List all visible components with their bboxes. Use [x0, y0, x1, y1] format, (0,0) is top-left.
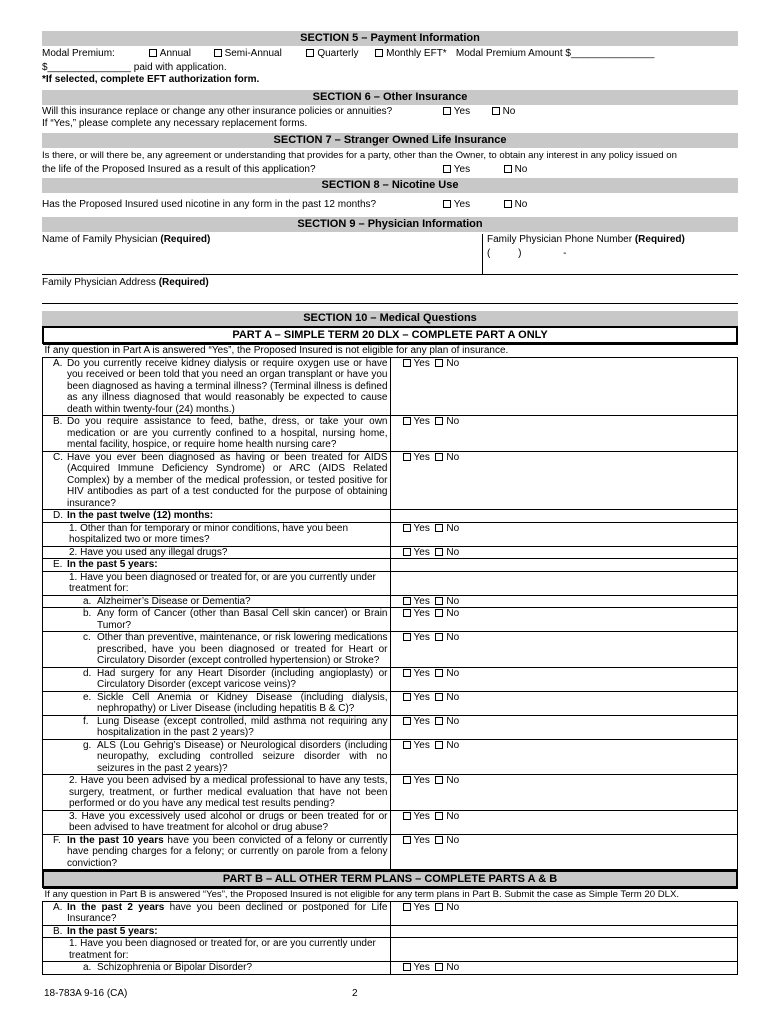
- question-e1-text: 1. Have you been diagnosed or treated for, or are you currently under treatment for:: [69, 571, 376, 594]
- question-cell: f. Lung Disease (except controlled, mild asthma not requiring any hospitalization in the past 2 years)?: [43, 715, 391, 739]
- question-cell: [43, 522, 391, 546]
- physician-address-field[interactable]: [42, 275, 738, 304]
- eft-note: *If selected, complete EFT authorization form.: [42, 74, 260, 85]
- question-c-text: Have you ever been diagnosed as having or been treated for AIDS (Acquired Immune Deficiency Syndrome) or ARC (AIDS Related Complex) by a member of the medical profession, or tested positive for HIV antibodies as part of a test conducted for the purpose of obtaining insurance?: [67, 451, 388, 509]
- question-cell: [43, 775, 391, 811]
- question-e1c-text: Other than preventive, maintenance, or risk lowering medications prescribed, have you been diagnosed or treated for Heart or Circulatory Disorder (except controlled hypertension) or Stroke?: [97, 632, 388, 666]
- checkbox-icon[interactable]: [375, 49, 383, 57]
- checkbox-icon[interactable]: [403, 963, 411, 971]
- physician-name-field[interactable]: [42, 234, 482, 274]
- other-insurance-question: Will this insurance replace or change any other insurance policies or annuities?: [42, 106, 393, 117]
- table-row: [43, 632, 738, 668]
- checkbox-icon[interactable]: [443, 107, 451, 115]
- part-b-question-b1-text: 1. Have you been diagnosed or treated for, or are you currently under treatment for:: [69, 938, 376, 961]
- table-row: [43, 925, 738, 938]
- part-b-header: PART B – ALL OTHER TERM PLANS – COMPLETE PARTS A & B: [42, 870, 738, 888]
- checkbox-icon[interactable]: [435, 776, 443, 784]
- section-8-header: SECTION 8 – Nicotine Use: [42, 178, 738, 193]
- checkbox-icon[interactable]: [435, 417, 443, 425]
- checkbox-icon[interactable]: [403, 717, 411, 725]
- checkbox-icon[interactable]: [435, 717, 443, 725]
- checkbox-icon[interactable]: [403, 524, 411, 532]
- section-5-header: SECTION 5 – Payment Information: [42, 31, 738, 46]
- checkbox-icon[interactable]: [403, 633, 411, 641]
- nicotine-yes[interactable]: Yes: [443, 199, 501, 211]
- table-row: [43, 416, 738, 452]
- question-cell: B. In the past 5 years:: [43, 925, 391, 938]
- question-cell: g. ALS (Lou Gehrig’s Disease) or Neurological disorders (including neuropathy, excluding controlled seizure disorder with no seizures in the past 2 years)?: [43, 739, 391, 775]
- table-row: [43, 608, 738, 632]
- required-label: (Required): [158, 277, 209, 288]
- answer-cell[interactable]: Yes No: [390, 595, 738, 608]
- checkbox-icon[interactable]: [435, 609, 443, 617]
- table-row: [43, 938, 738, 962]
- checkbox-icon[interactable]: [435, 453, 443, 461]
- checkbox-icon[interactable]: [403, 359, 411, 367]
- table-row: [43, 834, 738, 870]
- stoli-question-line2: the life of the Proposed Insured as a result of this application?: [42, 164, 316, 175]
- answer-cell: [390, 559, 738, 572]
- checkbox-icon[interactable]: [492, 107, 500, 115]
- answer-cell: [390, 571, 738, 595]
- modal-premium-row: [42, 48, 738, 60]
- table-row: [43, 901, 738, 925]
- other-insurance-no[interactable]: No: [492, 106, 516, 117]
- section-6-header: SECTION 6 – Other Insurance: [42, 90, 738, 105]
- required-label: (Required): [634, 234, 685, 245]
- question-cell: [43, 810, 391, 834]
- stoli-question-line1: Is there, or will there be, any agreement or understanding that provides for a party, other than the Owner, to obtain any interest in any policy issued on: [42, 150, 677, 161]
- part-b-question-b1a-text: Schizophrenia or Bipolar Disorder?: [97, 962, 253, 973]
- checkbox-icon[interactable]: [306, 49, 314, 57]
- table-row: [43, 345, 738, 358]
- table-row: [43, 595, 738, 608]
- question-cell: b. Any form of Cancer (other than Basal Cell skin cancer) or Brain Tumor?: [43, 608, 391, 632]
- section-9-header: SECTION 9 – Physician Information: [42, 217, 738, 232]
- table-row: [43, 691, 738, 715]
- question-cell: c. Other than preventive, maintenance, or risk lowering medications prescribed, have you been diagnosed or treated for Heart or Circulatory Disorder (except controlled hypertension) or Stroke?: [43, 632, 391, 668]
- physician-row: [42, 234, 738, 275]
- checkbox-icon[interactable]: [504, 165, 512, 173]
- other-insurance-row: [42, 106, 738, 118]
- question-e1f-text: Lung Disease (except controlled, mild asthma not requiring any hospitalization in the past 2 years)?: [97, 715, 388, 738]
- checkbox-icon[interactable]: [435, 597, 443, 605]
- question-cell: [43, 938, 391, 962]
- part-b-question-b-text: In the past 5 years:: [67, 925, 158, 937]
- question-cell: [43, 571, 391, 595]
- table-row: [43, 889, 738, 902]
- table-row: [43, 810, 738, 834]
- question-b-text: Do you require assistance to feed, bathe, dress, or take your own medication or are you currently confined to a hospital, nursing home, mental facility, hospice, or require home health nursing care?: [67, 416, 388, 450]
- question-cell: E. In the past 5 years:: [43, 559, 391, 572]
- question-e2-text: 2. Have you been advised by a medical professional to have any tests, surgery, treatment, or further medical evaluation that have not been performed or do you have any medical test results pending?: [69, 775, 388, 809]
- checkbox-icon[interactable]: [403, 836, 411, 844]
- question-d2-text: 2. Have you used any illegal drugs?: [69, 546, 228, 558]
- part-a-header: PART A – SIMPLE TERM 20 DLX – COMPLETE PART A ONLY: [42, 326, 738, 344]
- physician-address-label: Family Physician Address: [42, 277, 159, 288]
- checkbox-icon[interactable]: [435, 741, 443, 749]
- answer-cell[interactable]: Yes No: [390, 691, 738, 715]
- question-f-text: In the past 10 years have you been convicted of a felony or currently have pending charges for a felony; or currently on parole from a felony conviction?: [67, 834, 388, 869]
- question-cell: A. In the past 2 years have you been declined or postponed for Life Insurance?: [43, 901, 391, 925]
- checkbox-icon[interactable]: [435, 669, 443, 677]
- answer-cell[interactable]: Yes No: [390, 357, 738, 416]
- nicotine-question: Has the Proposed Insured used nicotine in any form in the past 12 months?: [42, 199, 377, 210]
- replacement-note: If “Yes,” please complete any necessary replacement forms.: [42, 118, 308, 129]
- table-row: [43, 522, 738, 546]
- table-row: [43, 571, 738, 595]
- checkbox-icon[interactable]: [435, 903, 443, 911]
- checkbox-icon[interactable]: [435, 693, 443, 701]
- annual-option[interactable]: Annual: [149, 48, 211, 60]
- answer-cell[interactable]: Yes No: [390, 962, 738, 975]
- checkbox-icon[interactable]: [504, 200, 512, 208]
- checkbox-icon[interactable]: [435, 548, 443, 556]
- question-e1d-text: Had surgery for any Heart Disorder (including angioplasty) or Circulatory Disorder (except varicose veins)?: [97, 667, 388, 690]
- checkbox-icon[interactable]: [403, 453, 411, 461]
- checkbox-icon[interactable]: [435, 633, 443, 641]
- page-number: 2: [352, 988, 358, 999]
- checkbox-icon[interactable]: [435, 359, 443, 367]
- semi-annual-option[interactable]: Semi-Annual: [214, 48, 304, 60]
- nicotine-no[interactable]: No: [504, 199, 528, 210]
- answer-cell: [390, 510, 738, 523]
- question-d-text: In the past twelve (12) months:: [67, 510, 214, 521]
- question-e1g-text: ALS (Lou Gehrig’s Disease) or Neurological disorders (including neuropathy, excluding controlled seizure disorder with no seizures in the past 2 years)?: [97, 739, 388, 774]
- question-a-text: Do you currently receive kidney dialysis or require oxygen use or have you received or been told that you need an organ transplant or have you been diagnosed as having a terminal illness? (Terminal illness is defined as any illness diagnosed that would reasonably be expected to cause death within twenty-four (24) months.): [67, 357, 388, 415]
- monthly-eft-option[interactable]: Monthly EFT*: [375, 48, 453, 60]
- part-b-note: If any question in Part B is answered “Yes”, the Proposed Insured is not eligible for any term plans in Part B. Submit the case as Simple Term 20 DLX.: [43, 889, 738, 902]
- table-row: [43, 559, 738, 572]
- checkbox-icon[interactable]: [214, 49, 222, 57]
- question-cell: D. In the past twelve (12) months:: [43, 510, 391, 523]
- phone-format: ( ) -: [487, 248, 567, 259]
- part-b-questions-table: [42, 888, 738, 975]
- answer-cell[interactable]: Yes No: [390, 901, 738, 925]
- quarterly-option[interactable]: Quarterly: [306, 48, 372, 60]
- question-e1b-text: Any form of Cancer (other than Basal Cell skin cancer) or Brain Tumor?: [97, 608, 388, 631]
- question-cell: A. Do you currently receive kidney dialysis or require oxygen use or have you received or been told that you need an organ transplant or have you been diagnosed as having a terminal illness? (Terminal illness is defined as any illness diagnosed that would reasonably be expected to cause death within twenty-four (24) months.): [43, 357, 391, 416]
- checkbox-icon[interactable]: [403, 776, 411, 784]
- answer-cell[interactable]: Yes No: [390, 739, 738, 775]
- question-cell: C. Have you ever been diagnosed as having or been treated for AIDS (Acquired Immune Deficiency Syndrome) or ARC (AIDS Related Complex) by a member of the medical profession, or tested positive for HIV antibodies as part of a test conducted for the purpose of obtaining insurance?: [43, 451, 391, 510]
- question-e3-text: 3. Have you excessively used alcohol or drugs or been treated for or been advised to have treatment for alcohol or drug abuse?: [69, 810, 388, 833]
- checkbox-icon[interactable]: [403, 741, 411, 749]
- table-row: [43, 510, 738, 523]
- other-insurance-yes[interactable]: Yes: [443, 106, 489, 118]
- checkbox-icon[interactable]: [403, 597, 411, 605]
- table-row: [43, 715, 738, 739]
- table-row: [43, 775, 738, 811]
- checkbox-icon[interactable]: [443, 165, 451, 173]
- nicotine-row: [42, 199, 738, 211]
- table-row: [43, 962, 738, 975]
- question-cell: e. Sickle Cell Anemia or Kidney Disease (including dialysis, nephropathy) or Liver Disease (including hepatitis B & C)?: [43, 691, 391, 715]
- question-cell: B. Do you require assistance to feed, bathe, dress, or take your own medication or are you currently confined to a hospital, nursing home, mental facility, hospice, or require home health nursing care?: [43, 416, 391, 452]
- checkbox-icon[interactable]: [403, 548, 411, 556]
- answer-cell[interactable]: Yes No: [390, 416, 738, 452]
- modal-premium-label: Modal Premium:: [42, 48, 115, 59]
- part-a-note: If any question in Part A is answered “Yes”, the Proposed Insured is not eligible for any plan of insurance.: [43, 345, 738, 358]
- question-cell: d. Had surgery for any Heart Disorder (including angioplasty) or Circulatory Disorder (except varicose veins)?: [43, 667, 391, 691]
- part-b-question-a-text: In the past 2 years have you been declined or postponed for Life Insurance?: [67, 901, 388, 924]
- question-e-text: In the past 5 years:: [67, 559, 158, 570]
- checkbox-icon[interactable]: [443, 200, 451, 208]
- answer-cell[interactable]: Yes No: [390, 775, 738, 811]
- answer-cell[interactable]: Yes No: [390, 810, 738, 834]
- table-row: [43, 739, 738, 775]
- answer-cell[interactable]: Yes No: [390, 667, 738, 691]
- question-cell: F. In the past 10 years have you been convicted of a felony or currently have pending charges for a felony; or currently on parole from a felony conviction?: [43, 834, 391, 870]
- section-7-header: SECTION 7 – Stranger Owned Life Insurance: [42, 133, 738, 148]
- answer-cell[interactable]: Yes No: [390, 522, 738, 546]
- checkbox-icon[interactable]: [435, 812, 443, 820]
- required-label: (Required): [160, 234, 211, 245]
- answer-cell: [390, 938, 738, 962]
- checkbox-icon[interactable]: [435, 524, 443, 532]
- answer-cell[interactable]: Yes No: [390, 546, 738, 559]
- paid-with-application-field[interactable]: $_______________ paid with application.: [42, 62, 227, 73]
- form-id: 18-783A 9-16 (CA): [44, 988, 128, 999]
- checkbox-icon[interactable]: [403, 812, 411, 820]
- answer-cell: [390, 925, 738, 938]
- section-10-header: SECTION 10 – Medical Questions: [42, 311, 738, 326]
- application-page: [42, 31, 738, 975]
- modal-premium-amount-field[interactable]: Modal Premium Amount $_______________: [455, 48, 655, 59]
- physician-phone-field[interactable]: [482, 234, 738, 274]
- checkbox-icon[interactable]: [435, 836, 443, 844]
- checkbox-icon[interactable]: [435, 963, 443, 971]
- stoli-row: [42, 164, 738, 176]
- answer-cell[interactable]: Yes No: [390, 632, 738, 668]
- physician-phone-label: Family Physician Phone Number: [487, 234, 635, 245]
- checkbox-icon[interactable]: [149, 49, 157, 57]
- table-row: [43, 667, 738, 691]
- checkbox-icon[interactable]: [403, 693, 411, 701]
- physician-name-label: Name of Family Physician: [42, 234, 161, 245]
- stoli-no[interactable]: No: [504, 164, 528, 175]
- medical-questions-table: [42, 344, 738, 870]
- checkbox-icon[interactable]: [403, 669, 411, 677]
- answer-cell[interactable]: Yes No: [390, 834, 738, 870]
- question-e1a-text: Alzheimer’s Disease or Dementia?: [97, 595, 251, 607]
- table-row: [43, 546, 738, 559]
- checkbox-icon[interactable]: [403, 903, 411, 911]
- stoli-yes[interactable]: Yes: [443, 164, 501, 176]
- checkbox-icon[interactable]: [403, 417, 411, 425]
- answer-cell[interactable]: Yes No: [390, 451, 738, 510]
- answer-cell[interactable]: Yes No: [390, 608, 738, 632]
- table-row: [43, 357, 738, 416]
- question-cell: [43, 546, 391, 559]
- question-cell: a. Schizophrenia or Bipolar Disorder?: [43, 962, 391, 975]
- table-row: [43, 451, 738, 510]
- answer-cell[interactable]: Yes No: [390, 715, 738, 739]
- checkbox-icon[interactable]: [403, 609, 411, 617]
- question-d1-text: 1. Other than for temporary or minor conditions, have you been hospitalized two or more times?: [69, 522, 349, 545]
- question-cell: a. Alzheimer’s Disease or Dementia?: [43, 595, 391, 608]
- question-e1e-text: Sickle Cell Anemia or Kidney Disease (including dialysis, nephropathy) or Liver Disease (including hepatitis B & C)?: [97, 691, 388, 714]
